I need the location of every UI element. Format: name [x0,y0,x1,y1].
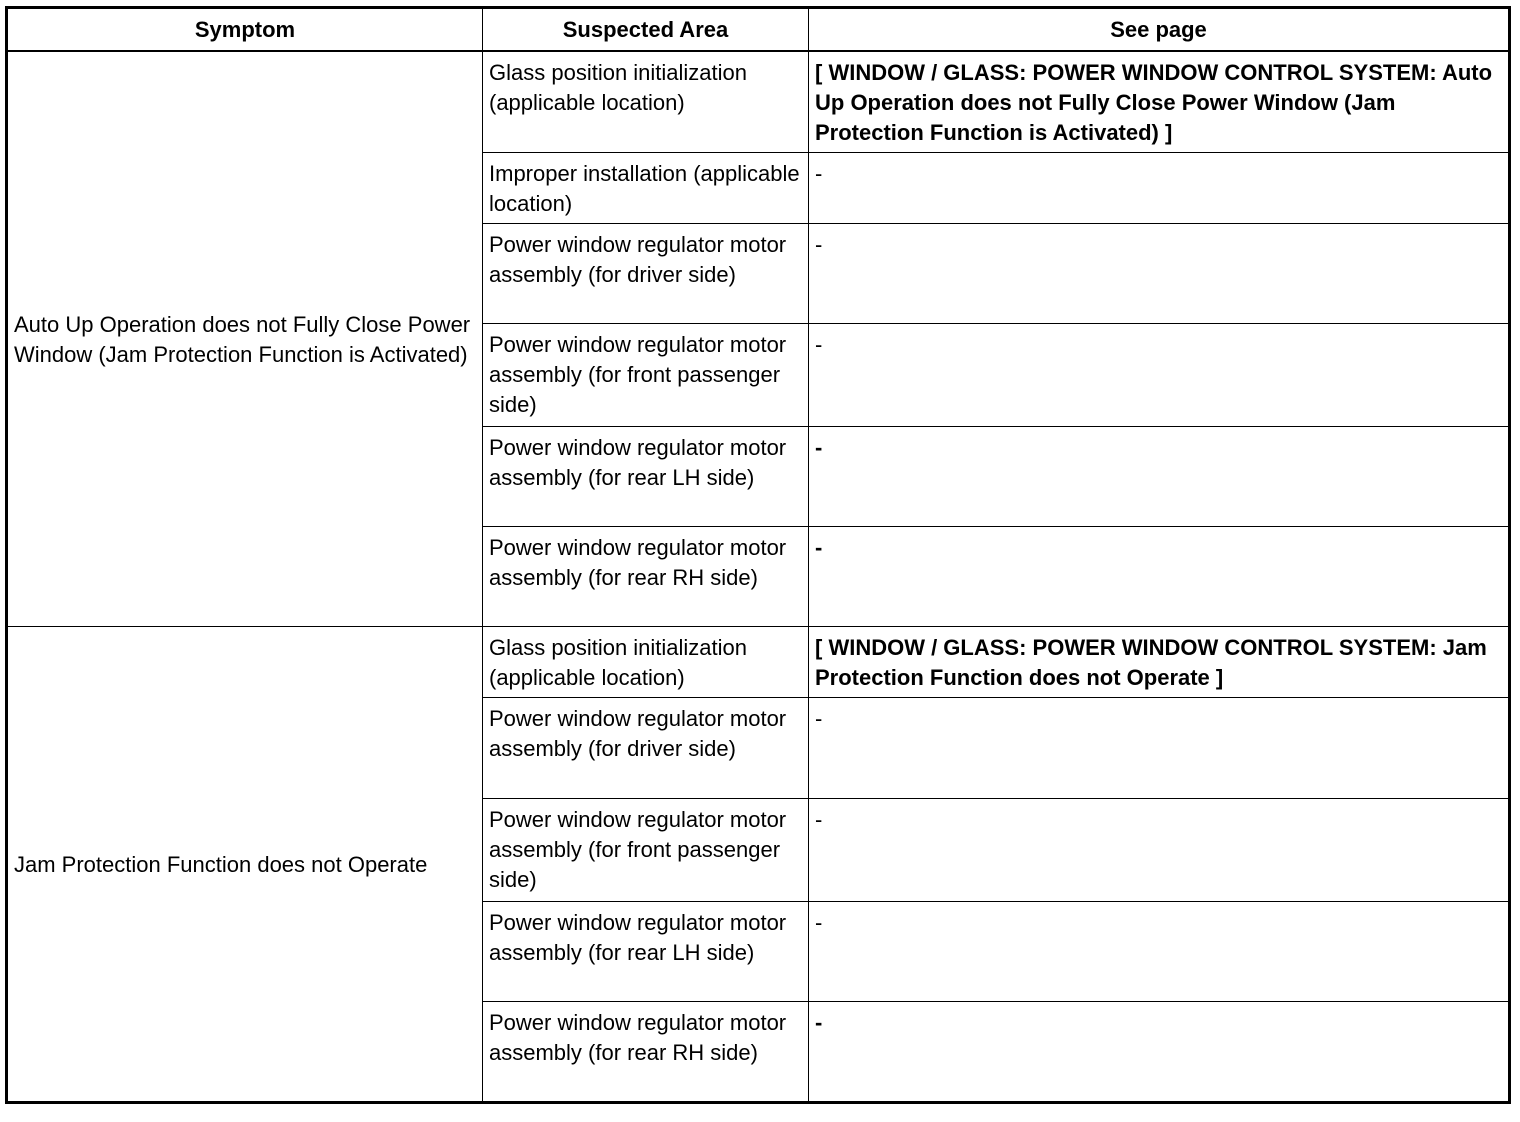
symptom-cell: Auto Up Operation does not Fully Close Power Window (Jam Protection Function is Activated) [7,51,483,627]
see-page-cell: - [809,224,1510,324]
header-row [7,8,1510,52]
see-page-cell: - [809,153,1510,224]
see-page-cell: - [809,902,1510,1002]
see-page-cell: - [809,799,1510,902]
suspected-area-cell: Power window regulator motor assembly (for rear LH side) [483,902,809,1002]
header-suspected-area: Suspected Area [483,8,809,52]
suspected-area-cell: Power window regulator motor assembly (for front passenger side) [483,324,809,427]
see-page-cell: - [809,427,1510,527]
suspected-area-cell: Glass position initialization (applicable location) [483,627,809,698]
see-page-link[interactable]: [ WINDOW / GLASS: POWER WINDOW CONTROL SYSTEM: Jam Protection Function does not Operate ] [809,627,1510,698]
suspected-area-cell: Power window regulator motor assembly (for rear RH side) [483,1002,809,1103]
header-see-page: See page [809,8,1510,52]
suspected-area-cell: Power window regulator motor assembly (for rear LH side) [483,427,809,527]
suspected-area-cell: Power window regulator motor assembly (for rear RH side) [483,527,809,627]
symptom-cell: Jam Protection Function does not Operate [7,627,483,1103]
see-page-cell: - [809,1002,1510,1103]
suspected-area-cell: Glass position initialization (applicable location) [483,51,809,153]
see-page-link[interactable]: [ WINDOW / GLASS: POWER WINDOW CONTROL SYSTEM: Auto Up Operation does not Fully Close Power Window (Jam Protection Function is Activated) ] [809,51,1510,153]
see-page-cell: - [809,527,1510,627]
diagnostic-table [5,6,1511,1104]
suspected-area-cell: Power window regulator motor assembly (for driver side) [483,698,809,799]
see-page-cell: - [809,698,1510,799]
suspected-area-cell: Power window regulator motor assembly (for driver side) [483,224,809,324]
header-symptom: Symptom [7,8,483,52]
table-row [7,51,1510,153]
suspected-area-cell: Power window regulator motor assembly (for front passenger side) [483,799,809,902]
table-row [7,627,1510,698]
see-page-cell: - [809,324,1510,427]
suspected-area-cell: Improper installation (applicable location) [483,153,809,224]
